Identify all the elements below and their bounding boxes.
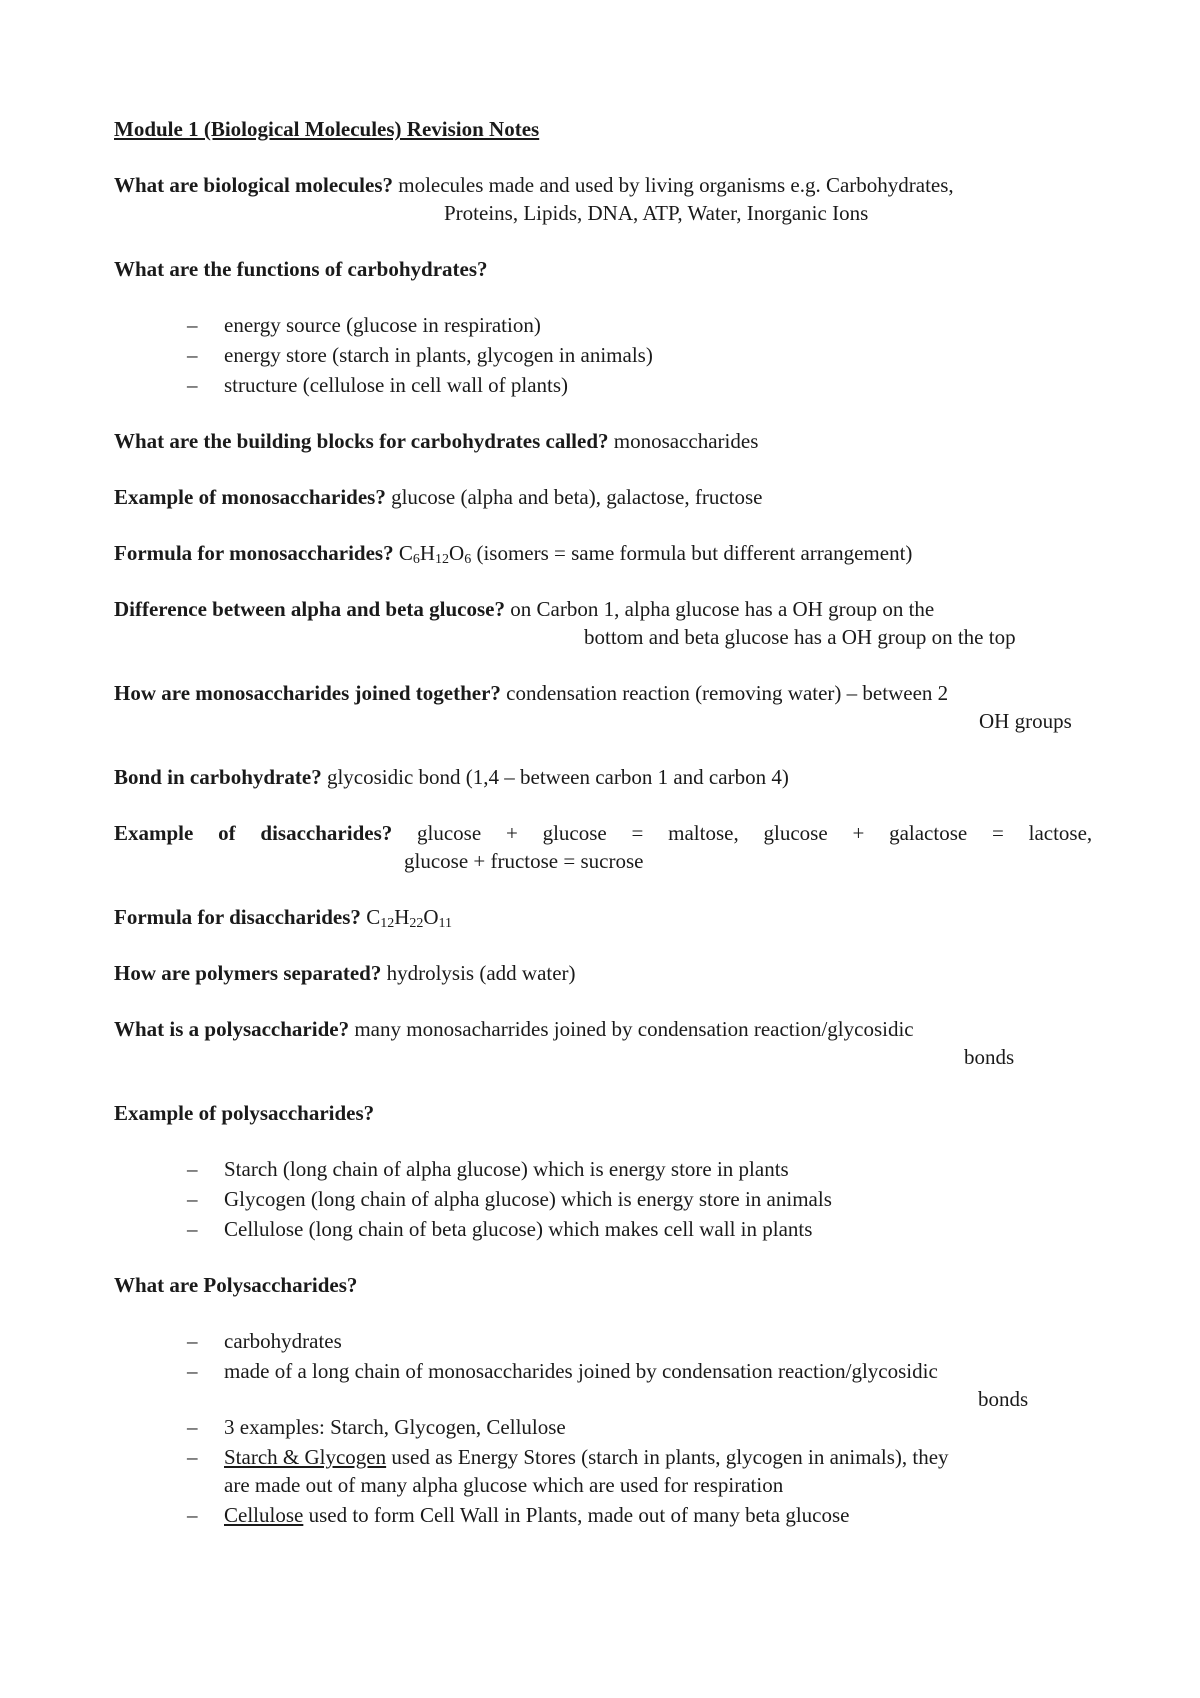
page-title: Module 1 (Biological Molecules) Revision Notes [114, 117, 540, 141]
qa-alpha-beta [114, 595, 934, 623]
underlined-term: Starch & Glycogen [224, 1445, 387, 1469]
answer: glucose (alpha and beta), galactose, fructose [391, 485, 763, 509]
subscript: 6 [464, 552, 472, 567]
dash-bullet: – [187, 1359, 198, 1383]
answer-word: glucose [542, 821, 607, 845]
qa-building-blocks [114, 427, 758, 455]
list-item [224, 1501, 849, 1529]
element-o: O [449, 541, 465, 565]
question: Difference between alpha and beta glucose? [114, 597, 505, 621]
qa-disaccharides [114, 819, 1092, 847]
qa-polysaccharide [114, 1015, 914, 1043]
question-word: disaccharides? [260, 821, 393, 845]
dash-bullet: – [187, 1503, 198, 1527]
list-item-continued: are made out of many alpha glucose which are used for respiration [224, 1473, 784, 1497]
answer-continued: bonds [964, 1045, 1015, 1069]
answer-continued: Proteins, Lipids, DNA, ATP, Water, Inorganic Ions [444, 201, 869, 225]
question: Bond in carbohydrate? [114, 765, 322, 789]
question-word: of [218, 821, 236, 845]
answer: glycosidic bond (1,4 – between carbon 1 and carbon 4) [326, 765, 789, 789]
answer: monosaccharides [613, 429, 759, 453]
list-item: Starch (long chain of alpha glucose) which is energy store in plants [224, 1157, 789, 1181]
answer-continued: OH groups [979, 709, 1072, 733]
subscript: 11 [438, 916, 453, 931]
answer-word: lactose, [1028, 821, 1093, 845]
dash-bullet: – [187, 1415, 198, 1439]
list-item: energy store (starch in plants, glycogen in animals) [224, 343, 653, 367]
list-item-text: used as Energy Stores (starch in plants, glycogen in animals), they [391, 1445, 949, 1469]
qa-bond [114, 763, 789, 791]
question: How are polymers separated? [114, 961, 382, 985]
answer: on Carbon 1, alpha glucose has a OH group on the [510, 597, 935, 621]
dash-bullet: – [187, 313, 198, 337]
dash-bullet: – [187, 373, 198, 397]
list-item: Cellulose (long chain of beta glucose) which makes cell wall in plants [224, 1217, 813, 1241]
element-c: C [366, 905, 381, 929]
list-item: structure (cellulose in cell wall of plants) [224, 373, 569, 397]
element-c: C [398, 541, 413, 565]
answer-continued: glucose + fructose = sucrose [404, 849, 644, 873]
question: What are the building blocks for carbohydrates called? [114, 429, 609, 453]
dash-bullet: – [187, 343, 198, 367]
question: What are biological molecules? [114, 173, 393, 197]
answer: many monosacharrides joined by condensation reaction/glycosidic [354, 1017, 914, 1041]
question-what-polysaccharides: What are Polysaccharides? [114, 1273, 358, 1297]
qa-bio-molecules [114, 171, 954, 199]
underlined-term: Cellulose [224, 1503, 304, 1527]
qa-mono-formula [114, 539, 912, 567]
dash-bullet: – [187, 1187, 198, 1211]
question-poly-examples: Example of polysaccharides? [114, 1101, 375, 1125]
answer-word: = [991, 821, 1004, 845]
chemical-formula [399, 541, 471, 565]
subscript: 12 [380, 916, 395, 931]
qa-di-formula [114, 903, 452, 931]
dash-bullet: – [187, 1157, 198, 1181]
question-word: Example [114, 821, 194, 845]
question-carb-functions: What are the functions of carbohydrates? [114, 257, 488, 281]
question: What is a polysaccharide? [114, 1017, 350, 1041]
qa-polymers [114, 959, 576, 987]
answer: condensation reaction (removing water) – between 2 [506, 681, 949, 705]
answer-word: = [631, 821, 644, 845]
answer: molecules made and used by living organisms e.g. Carbohydrates, [398, 173, 954, 197]
subscript: 6 [412, 552, 420, 567]
element-h: H [419, 541, 436, 565]
list-item: carbohydrates [224, 1329, 342, 1353]
dash-bullet: – [187, 1329, 198, 1353]
list-item: energy source (glucose in respiration) [224, 313, 541, 337]
list-item-continued: bonds [978, 1387, 1029, 1411]
answer-word: maltose, [668, 821, 739, 845]
element-o: O [423, 905, 439, 929]
question: Formula for monosaccharides? [114, 541, 394, 565]
list-item: 3 examples: Starch, Glycogen, Cellulose [224, 1415, 566, 1439]
chemical-formula [366, 905, 452, 929]
question: How are monosaccharides joined together? [114, 681, 501, 705]
answer-word: glucose [763, 821, 828, 845]
answer-word: + [505, 821, 518, 845]
question: Formula for disaccharides? [114, 905, 361, 929]
question: Example of monosaccharides? [114, 485, 386, 509]
element-h: H [394, 905, 410, 929]
list-item-text: used to form Cell Wall in Plants, made out of many beta glucose [308, 1503, 850, 1527]
dash-bullet: – [187, 1445, 198, 1469]
answer-word: + [852, 821, 865, 845]
list-item [224, 1443, 949, 1471]
qa-mono-examples [114, 483, 763, 511]
list-item: made of a long chain of monosaccharides joined by condensation reaction/glycosidic [224, 1359, 938, 1383]
answer-word: galactose [889, 821, 968, 845]
answer-continued: bottom and beta glucose has a OH group on the top [584, 625, 1016, 649]
answer-word: glucose [417, 821, 482, 845]
list-item: Glycogen (long chain of alpha glucose) which is energy store in animals [224, 1187, 832, 1211]
dash-bullet: – [187, 1217, 198, 1241]
answer: (isomers = same formula but different arrangement) [476, 541, 913, 565]
subscript: 12 [435, 552, 450, 567]
qa-joined [114, 679, 948, 707]
subscript: 22 [409, 916, 424, 931]
answer: hydrolysis (add water) [386, 961, 576, 985]
